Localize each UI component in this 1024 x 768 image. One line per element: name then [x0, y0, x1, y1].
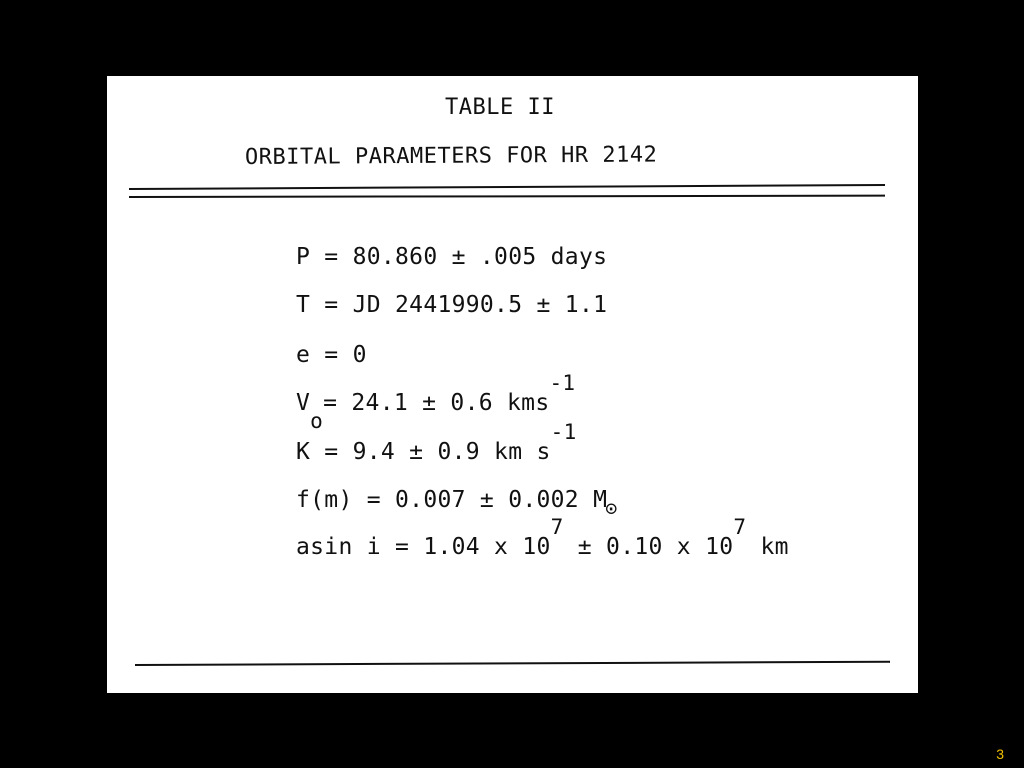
amplitude-value: K = 9.4 ± 0.9 km s — [296, 439, 551, 465]
parameter-projected-semimajor-axis — [296, 515, 789, 560]
parameter-semi-amplitude — [296, 420, 577, 465]
scanned-table-page — [107, 76, 918, 693]
table-title: TABLE II — [445, 95, 555, 120]
velocity-value: = 24.1 ± 0.6 kms — [323, 390, 550, 416]
asini-exponent-2: 7 — [733, 515, 747, 539]
velocity-symbol: V — [296, 390, 311, 416]
asini-part-3: km — [746, 534, 789, 560]
bottom-rule — [135, 661, 890, 666]
parameter-systemic-velocity — [296, 371, 576, 433]
sun-symbol: ⊙ — [605, 496, 618, 520]
slide-number: 3 — [996, 746, 1004, 762]
parameter-period: P = 80.860 ± .005 days — [296, 244, 608, 270]
asini-part-1: asin i = 1.04 x 10 — [296, 534, 551, 560]
top-double-rule-lower — [129, 195, 885, 198]
velocity-subscript: o — [310, 409, 324, 433]
asini-part-2: ± 0.10 x 10 — [563, 534, 734, 560]
parameter-epoch: T = JD 2441990.5 ± 1.1 — [296, 292, 608, 318]
parameter-mass-function — [296, 487, 618, 520]
table-subtitle: ORBITAL PARAMETERS FOR HR 2142 — [244, 142, 658, 170]
mass-function-value: f(m) = 0.007 ± 0.002 M — [296, 487, 608, 513]
velocity-exponent: -1 — [549, 371, 576, 395]
asini-exponent-1: 7 — [550, 515, 564, 539]
amplitude-exponent: -1 — [550, 420, 577, 444]
parameter-eccentricity: e = 0 — [296, 342, 367, 368]
top-double-rule-upper — [129, 184, 885, 190]
